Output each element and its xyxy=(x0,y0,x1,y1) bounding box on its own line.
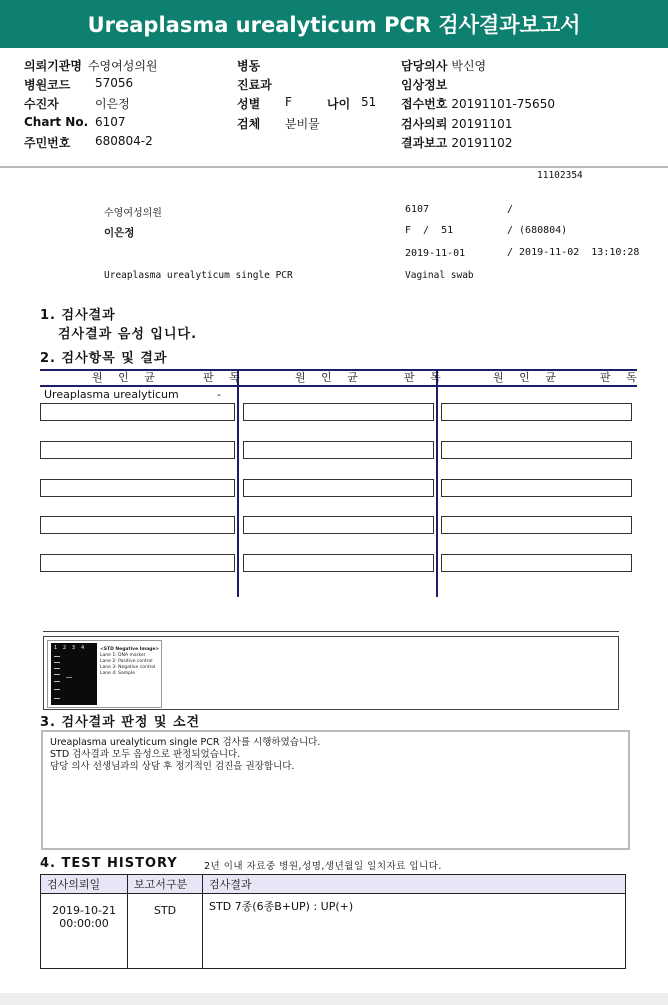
id-value: 680804-2 xyxy=(95,134,153,148)
pathogen-result: - xyxy=(217,388,221,401)
report-value: 20191102 xyxy=(451,136,513,150)
clinical-label: 임상정보 xyxy=(401,78,448,92)
pathogen-name: Ureaplasma urealyticum xyxy=(44,388,179,401)
gel-legend-line: Lane 2: Positive control xyxy=(100,659,153,664)
opinion-line: 담당 의사 선생님과의 상담 후 정기적인 검진을 권장합니다. xyxy=(50,761,295,772)
result-cell xyxy=(243,554,434,572)
chart-value: 6107 xyxy=(95,115,126,129)
history-date: 2019-10-21 xyxy=(52,904,116,917)
summary-test-name: Ureaplasma urealyticum single PCR xyxy=(104,270,293,281)
history-table xyxy=(40,874,626,969)
summary-birth: / (680804) xyxy=(507,225,568,236)
section1-result: 검사결과 음성 입니다. xyxy=(58,327,198,342)
patient-value: 이은정 xyxy=(95,97,130,111)
report-title: Ureaplasma urealyticum PCR 검사결과보고서 xyxy=(0,0,668,48)
summary-patient: 이은정 xyxy=(104,227,135,239)
section2-title: 2. 검사항목 및 결과 xyxy=(40,351,168,366)
result-cell xyxy=(40,479,235,497)
specimen-label: 검체 xyxy=(237,117,261,131)
result-cell xyxy=(243,403,434,421)
request-label: 검사의뢰 xyxy=(401,117,448,131)
summary-sample: Vaginal swab xyxy=(405,270,474,281)
column-divider xyxy=(237,369,239,597)
accession-value: 20191101-75650 xyxy=(451,97,555,111)
history-header-result: 검사결과 xyxy=(203,875,626,894)
summary-chart: 6107 xyxy=(405,204,430,215)
col-pathogen-header: 원 인 균 xyxy=(493,371,562,384)
age-value: 51 xyxy=(361,95,377,109)
col-judgement-header: 판 독 xyxy=(203,371,246,384)
col-pathogen-header: 원 인 균 xyxy=(295,371,364,384)
request-value: 20191101 xyxy=(451,117,513,131)
result-cell xyxy=(243,479,434,497)
ward-label: 병동 xyxy=(237,59,261,73)
result-cell xyxy=(40,441,235,459)
summary-date-request: 2019-11-01 xyxy=(405,248,466,259)
gel-legend-line: Lane 3: Negative control xyxy=(100,665,156,670)
history-row xyxy=(41,894,626,969)
result-cell xyxy=(40,554,235,572)
section4-title: 4. TEST HISTORY xyxy=(40,856,178,871)
sex-value: F xyxy=(285,95,292,109)
col-judgement-header: 판 독 xyxy=(404,371,447,384)
report-label: 결과보고 xyxy=(401,136,448,150)
summary-slash: / xyxy=(507,204,514,215)
report-code: 11102354 xyxy=(537,170,583,181)
result-cell xyxy=(441,441,632,459)
result-cell xyxy=(243,441,434,459)
patient-label: 수진자 xyxy=(24,97,59,111)
history-header-type: 보고서구분 xyxy=(128,875,203,894)
gel-legend xyxy=(100,647,159,677)
result-cell xyxy=(243,516,434,534)
age-label: 나이 xyxy=(327,97,351,111)
institution-label: 의뢰기관명 xyxy=(24,59,82,73)
history-result: STD 7종(6종B+UP) : UP(+) xyxy=(203,894,626,969)
summary-sex-age: F / 51 xyxy=(405,225,454,236)
summary-institution: 수영여성의원 xyxy=(104,208,162,219)
gel-legend-line: Lane 1: DNA marker xyxy=(100,653,146,658)
column-divider xyxy=(436,369,438,597)
gel-image xyxy=(47,640,162,708)
sex-label: 성별 xyxy=(237,97,261,111)
result-cell xyxy=(441,516,632,534)
history-header-date: 검사의뢰일 xyxy=(41,875,128,894)
specimen-value: 분비물 xyxy=(285,117,320,131)
hospital-code-value: 57056 xyxy=(95,76,134,90)
gel-lane-numbers: 1 2 3 4 xyxy=(54,645,85,651)
accession-label: 접수번호 xyxy=(401,97,448,111)
doctor-value: 박신영 xyxy=(451,59,487,73)
result-cell xyxy=(441,554,632,572)
opinion-line: STD 검사결과 모두 음성으로 판정되었습니다. xyxy=(50,749,241,760)
opinion-box xyxy=(41,730,630,850)
dept-label: 진료과 xyxy=(237,78,272,92)
section3-title: 3. 검사결과 판정 및 소견 xyxy=(40,715,201,730)
result-cell xyxy=(441,479,632,497)
history-type: STD xyxy=(128,894,203,969)
col-pathogen-header: 원 인 균 xyxy=(92,371,161,384)
result-cell xyxy=(40,516,235,534)
institution-value: 수영여성의원 xyxy=(87,59,158,73)
col-judgement-header: 판 독 xyxy=(600,371,643,384)
gel-legend-line: Lane 4: Sample xyxy=(100,671,135,676)
result-cell xyxy=(40,403,235,421)
gel-legend-title: <STD Negative Image> xyxy=(100,647,160,652)
hospital-code-label: 병원코드 xyxy=(24,78,71,92)
opinion-line: Ureaplasma urealyticum single PCR 검사를 시행하였습니다. xyxy=(50,737,321,748)
section1-title: 1. 검사결과 xyxy=(40,308,116,323)
history-time: 00:00:00 xyxy=(59,917,109,930)
chart-label: Chart No. xyxy=(24,115,89,129)
id-label: 주민번호 xyxy=(24,136,71,150)
section4-note: 2년 이내 자료중 병원,성명,생년월일 일치자료 입니다. xyxy=(204,861,442,872)
summary-date-report: / 2019-11-02 13:10:28 xyxy=(507,247,640,258)
doctor-label: 담당의사 xyxy=(401,59,448,73)
result-cell xyxy=(441,403,632,421)
divider-line xyxy=(43,631,619,632)
gel-lanes-panel xyxy=(51,643,97,705)
patient-info-block xyxy=(0,48,668,168)
page-footer-bar xyxy=(0,993,668,1005)
history-date-cell xyxy=(41,894,128,969)
